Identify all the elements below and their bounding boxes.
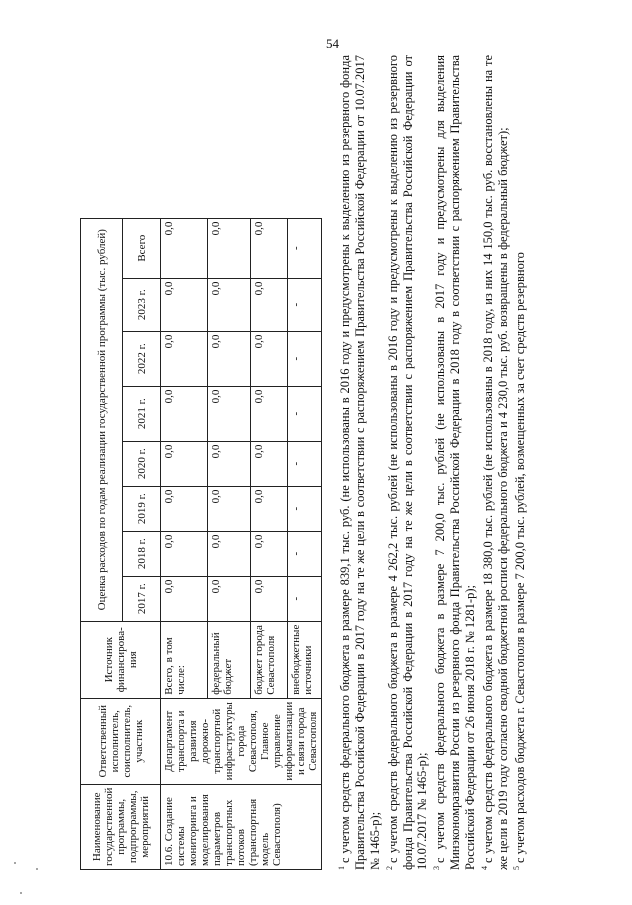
value-cell: - — [287, 486, 321, 531]
footnote — [383, 55, 431, 870]
header-year: 2022 г. — [123, 331, 161, 386]
value-cell: 0,0 — [161, 576, 208, 621]
table-row — [161, 218, 208, 869]
value-cell: - — [287, 441, 321, 486]
value-cell: 0,0 — [251, 218, 287, 278]
value-cell: 0,0 — [208, 576, 251, 621]
header-name: Наименование государственной программы, подпрограммы, мероприятий — [81, 784, 161, 869]
value-cell: 0,0 — [161, 486, 208, 531]
executor-cell: Департамент транспорта и развития дорожно-транспортной инфраструктуры города Севастополя, Главное управление информатизации и связи города Севастополя — [161, 698, 322, 784]
header-executor: Ответственный исполнитель, соисполнитель, участник — [81, 698, 161, 784]
footnote-mark: 4 — [479, 866, 489, 870]
value-cell: 0,0 — [251, 531, 287, 576]
source-cell: федеральный бюджет — [208, 621, 251, 698]
value-cell: 0,0 — [208, 386, 251, 441]
source-cell: бюджет города Севастополя — [251, 621, 287, 698]
footnote-text: с учетом расходов бюджета г. Севастополя в размере 7 200,0 тыс. рублей, возмещенных за счет средств резервного — [513, 252, 528, 863]
measure-name: 10.6. Создание системы мониторинга и моделирования параметров транспортных потоков (транспортная модель Севастополя) — [161, 784, 322, 869]
footnote — [430, 55, 478, 870]
page-number: 54 — [326, 36, 339, 51]
footnote-mark: 2 — [384, 866, 394, 870]
footnotes — [335, 55, 528, 870]
value-cell: 0,0 — [161, 278, 208, 331]
footnote-mark: 1 — [337, 866, 346, 870]
value-cell: 0,0 — [161, 531, 208, 576]
header-year: 2020 г. — [123, 441, 161, 486]
value-cell: - — [287, 386, 321, 441]
scan-speck — [36, 868, 38, 870]
header-year: 2019 г. — [123, 486, 161, 531]
value-cell: - — [287, 531, 321, 576]
header-total: Всего — [123, 218, 161, 278]
footnote-text: с учетом средств федерального бюджета в размере 7 200,0 тыс. рублей (не использованы в 2017 году и предусмотрены для выделения Минэкономразвития России из резервного фонда Правительства Российской Федерации в 2018 году в соответствии с распоряжением Правительства Российской Федерации от 26 июня 2018 г. № 1281-р); — [433, 55, 477, 870]
rotated-sheet — [80, 55, 590, 870]
value-cell: 0,0 — [208, 531, 251, 576]
value-cell: 0,0 — [208, 331, 251, 386]
value-cell: - — [287, 278, 321, 331]
footnote-mark: 5 — [512, 866, 522, 870]
value-cell: 0,0 — [161, 331, 208, 386]
header-year: 2017 г. — [123, 576, 161, 621]
value-cell: 0,0 — [251, 278, 287, 331]
header-year: 2018 г. — [123, 531, 161, 576]
header-source: Источник финансирова-ния — [81, 621, 161, 698]
value-cell: 0,0 — [161, 218, 208, 278]
value-cell: 0,0 — [208, 218, 251, 278]
footnote-text: с учетом средств федерального бюджета в размере 18 380,0 тыс. рублей (не использованы в 2018 году, из них 14 150,0 тыс. руб. восстановлены на те же цели в 2019 году согласно сводной бюджетной росписи федерального бюджета и 4 230,0 тыс. руб. возвращены в федеральный бюджет); — [480, 55, 510, 870]
footnote-text: с учетом средств федерального бюджета в размере 4 262,2 тыс. рублей (не использованы в 2016 году и предусмотрены к выделению из резервного фонда Правительства Российской Федерации в 2017 году на те же цели в соответствии с распоряжением Правительства Российской Федерации от 10.07.2017 № 1465-р); — [385, 55, 430, 870]
value-cell: 0,0 — [208, 441, 251, 486]
value-cell: 0,0 — [251, 486, 287, 531]
value-cell: 0,0 — [251, 331, 287, 386]
value-cell: - — [287, 576, 321, 621]
source-cell: внебюджетные источники — [287, 621, 321, 698]
footnote-text: с учетом средств федерального бюджета в размере 839,1 тыс. руб. (не использованы в 2016 году и предусмотрены к выделению из резервного фонда Правительства Российской Федерации в 2017 году на те же цели в соответствии с распоряжением Правительства Российской Федерации от 10.07.2017 № 1465-р); — [338, 55, 382, 870]
value-cell: - — [287, 218, 321, 278]
footnote — [335, 55, 383, 870]
value-cell: 0,0 — [251, 441, 287, 486]
footnote — [478, 55, 511, 870]
header-year: 2023 г. — [123, 278, 161, 331]
footnote-mark: 3 — [432, 866, 442, 870]
source-cell: Всего, в том числе: — [161, 621, 208, 698]
footnote — [510, 55, 528, 870]
value-cell: 0,0 — [161, 441, 208, 486]
value-cell: 0,0 — [208, 486, 251, 531]
header-year: 2021 г. — [123, 386, 161, 441]
value-cell: 0,0 — [251, 386, 287, 441]
scan-speck — [14, 862, 16, 864]
header-estimate: Оценка расходов по годам реализации государственной программы (тыс. рублей) — [81, 218, 123, 621]
value-cell: 0,0 — [161, 386, 208, 441]
expenditure-table — [80, 218, 322, 870]
value-cell: - — [287, 331, 321, 386]
scan-speck — [20, 892, 22, 894]
value-cell: 0,0 — [208, 278, 251, 331]
value-cell: 0,0 — [251, 576, 287, 621]
